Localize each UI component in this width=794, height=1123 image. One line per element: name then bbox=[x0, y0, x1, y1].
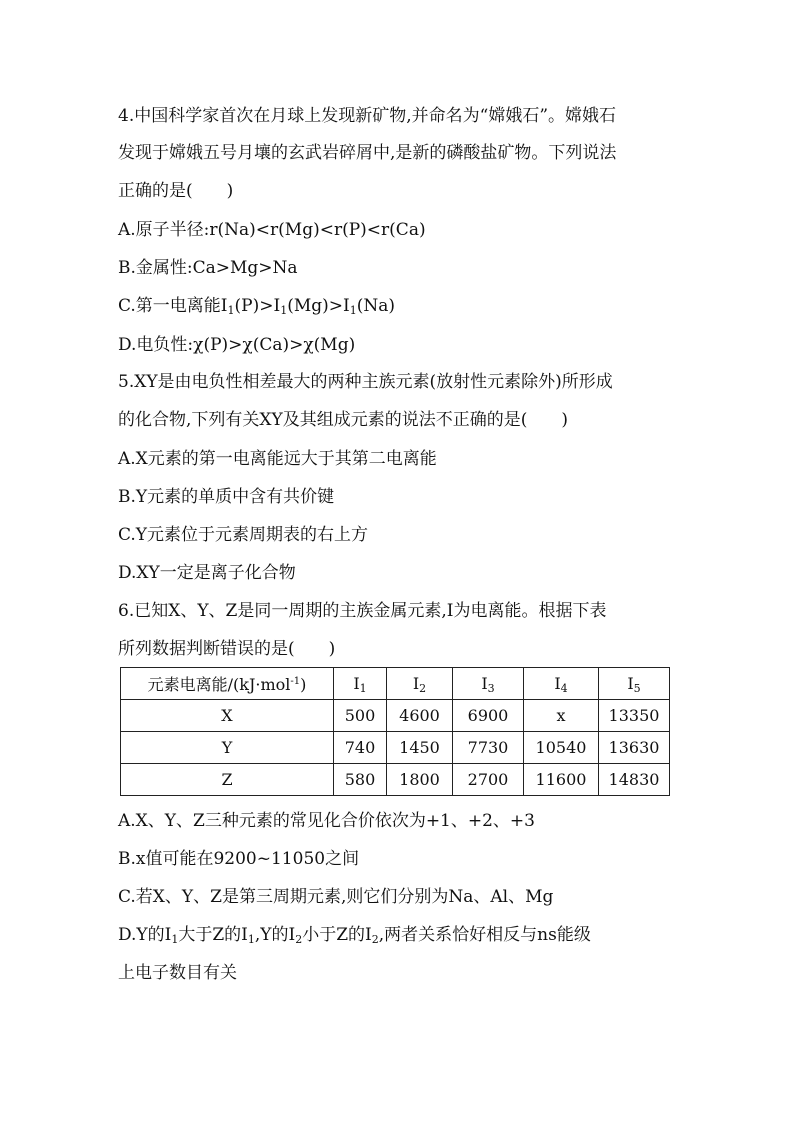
table-row bbox=[121, 732, 670, 764]
q6-option-d-line1 bbox=[118, 925, 591, 945]
q4-stem-line1: 4.中国科学家首次在月球上发现新矿物,并命名为“嫦娥石”。嫦娥石 bbox=[118, 106, 617, 126]
q5-option-a: A.X元素的第一电离能远大于其第二电离能 bbox=[118, 449, 437, 469]
q4-c-sub: 1 bbox=[349, 304, 357, 317]
q4-option-a: A.原子半径:r(Na)<r(Mg)<r(P)<r(Ca) bbox=[118, 220, 426, 240]
col-sub: 3 bbox=[487, 682, 495, 695]
col-sub: 1 bbox=[359, 682, 367, 695]
col-i: I bbox=[627, 674, 634, 693]
row-element-name: X bbox=[121, 700, 334, 732]
table-row bbox=[121, 700, 670, 732]
table-cell: 580 bbox=[334, 764, 387, 796]
table-header-i1 bbox=[334, 668, 387, 700]
q4-c-part: (P)>I bbox=[234, 296, 281, 316]
table-row bbox=[121, 764, 670, 796]
q4-stem-line2: 发现于嫦娥五号月壤的玄武岩碎屑中,是新的磷酸盐矿物。下列说法 bbox=[118, 143, 617, 163]
table-cell: 1450 bbox=[387, 732, 453, 764]
ionization-energy-table bbox=[120, 667, 670, 796]
table-cell: 4600 bbox=[387, 700, 453, 732]
q6-d-sub: 2 bbox=[371, 933, 379, 946]
q6-option-c: C.若X、Y、Z是第三周期元素,则它们分别为Na、Al、Mg bbox=[118, 887, 554, 907]
q4-c-sub: 1 bbox=[227, 304, 235, 317]
row-element-name: Y bbox=[121, 732, 334, 764]
q6-d-part: 小于Z的I bbox=[302, 925, 372, 945]
q5-option-c: C.Y元素位于元素周期表的右上方 bbox=[118, 525, 369, 545]
q4-c-part: (Mg)>I bbox=[287, 296, 350, 316]
q6-stem-line2: 所列数据判断错误的是( ) bbox=[118, 639, 336, 659]
q4-c-part: C.第一电离能I bbox=[118, 296, 228, 316]
header-label-close: ) bbox=[300, 675, 307, 694]
header-label-sup: -1 bbox=[290, 676, 301, 687]
table-cell: 7730 bbox=[453, 732, 524, 764]
q6-d-sub: 1 bbox=[247, 933, 255, 946]
q6-option-d-line2: 上电子数目有关 bbox=[118, 963, 237, 983]
q5-option-d: D.XY一定是离子化合物 bbox=[118, 563, 296, 583]
q5-stem-line2: 的化合物,下列有关XY及其组成元素的说法不正确的是( ) bbox=[118, 410, 568, 430]
q4-c-part: (Na) bbox=[356, 296, 395, 316]
table-cell: 11600 bbox=[524, 764, 599, 796]
table-cell: 1800 bbox=[387, 764, 453, 796]
q6-d-part: ,两者关系恰好相反与ns能级 bbox=[378, 925, 591, 945]
col-sub: 4 bbox=[560, 682, 568, 695]
q6-option-a: A.X、Y、Z三种元素的常见化合价依次为+1、+2、+3 bbox=[118, 811, 535, 831]
col-i: I bbox=[554, 674, 561, 693]
q4-c-sub: 1 bbox=[280, 304, 288, 317]
table-cell: 6900 bbox=[453, 700, 524, 732]
q6-stem-line1: 6.已知X、Y、Z是同一周期的主族金属元素,I为电离能。根据下表 bbox=[118, 601, 607, 621]
q5-stem-line1: 5.XY是由电负性相差最大的两种主族元素(放射性元素除外)所形成 bbox=[118, 372, 613, 392]
q6-d-sub: 2 bbox=[295, 933, 303, 946]
col-sub: 2 bbox=[419, 682, 427, 695]
table-header-i5 bbox=[599, 668, 670, 700]
table-header-i4 bbox=[524, 668, 599, 700]
table-cell: 500 bbox=[334, 700, 387, 732]
table-cell: 14830 bbox=[599, 764, 670, 796]
table-header-row bbox=[121, 668, 670, 700]
q6-option-b: B.x值可能在9200~11050之间 bbox=[118, 849, 360, 869]
header-label-text: 元素电离能/(kJ·mol bbox=[147, 675, 291, 694]
col-i: I bbox=[353, 674, 360, 693]
table-cell: 13350 bbox=[599, 700, 670, 732]
table-cell: 2700 bbox=[453, 764, 524, 796]
table-header-i3 bbox=[453, 668, 524, 700]
table-cell: x bbox=[524, 700, 599, 732]
q6-d-sub: 1 bbox=[171, 933, 179, 946]
col-sub: 5 bbox=[633, 682, 641, 695]
q4-stem-line3: 正确的是( ) bbox=[118, 181, 234, 201]
q6-d-part: 大于Z的I bbox=[178, 925, 248, 945]
q4-option-d: D.电负性:χ(P)>χ(Ca)>χ(Mg) bbox=[118, 335, 356, 355]
row-element-name: Z bbox=[121, 764, 334, 796]
table-header-label bbox=[121, 668, 334, 700]
q6-d-part: D.Y的I bbox=[118, 925, 172, 945]
q6-d-part: ,Y的I bbox=[254, 925, 296, 945]
table-header-i2 bbox=[387, 668, 453, 700]
q5-option-b: B.Y元素的单质中含有共价键 bbox=[118, 487, 335, 507]
q4-option-b: B.金属性:Ca>Mg>Na bbox=[118, 258, 298, 278]
table-cell: 13630 bbox=[599, 732, 670, 764]
table-cell: 10540 bbox=[524, 732, 599, 764]
col-i: I bbox=[481, 674, 488, 693]
q4-option-c bbox=[118, 296, 395, 316]
table-cell: 740 bbox=[334, 732, 387, 764]
col-i: I bbox=[412, 674, 420, 693]
